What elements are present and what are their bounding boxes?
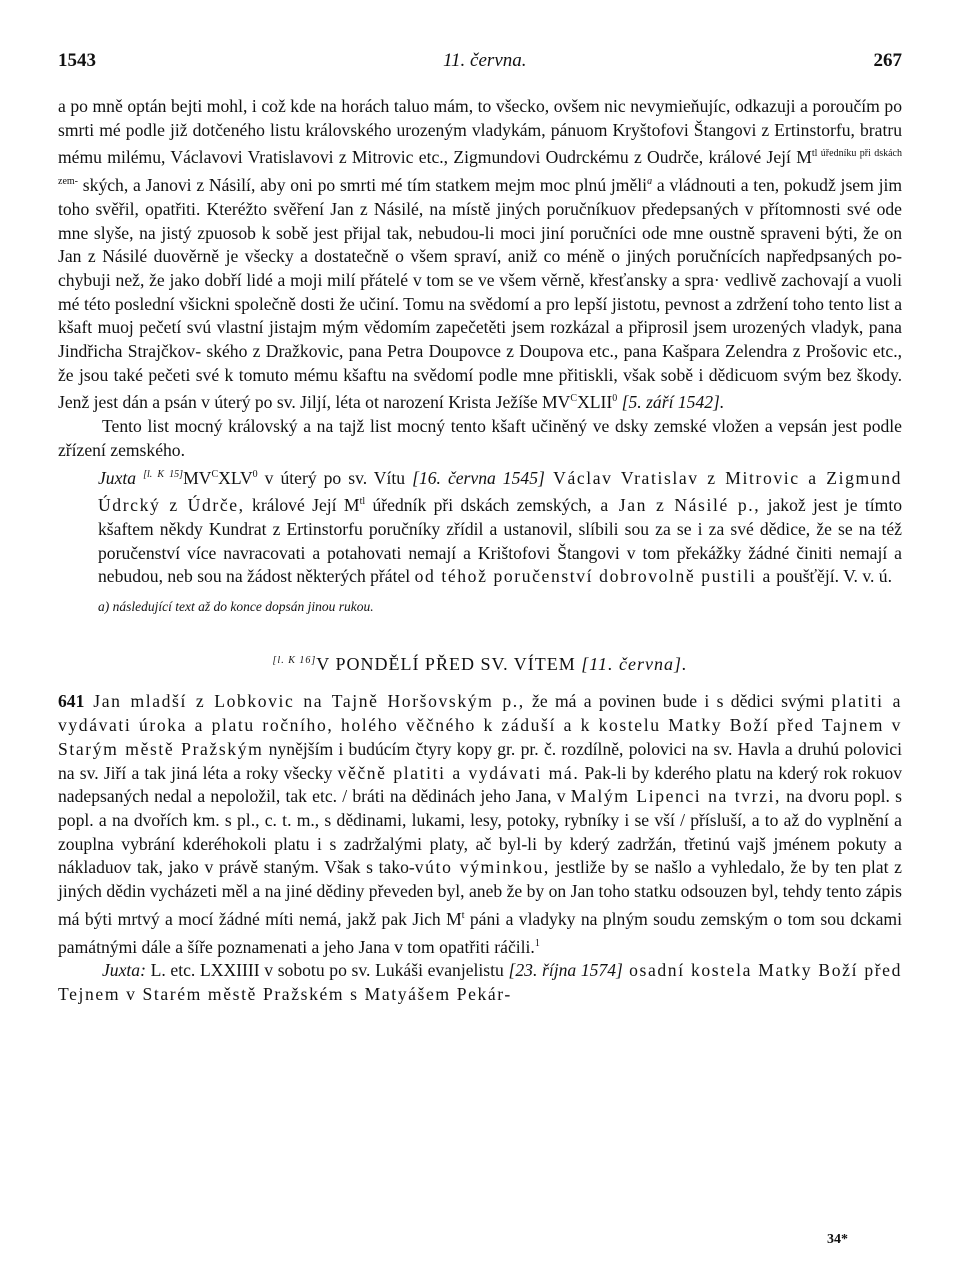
paragraph-3: Juxta $[l. K 15]MV^CXLV^0$ v úterý po sv. Vítu [16. června 1545] Václav Vratislav z Mitrovic a Zigmund Údrcký z Údrče, králové Její $M^{tl}$ úředník při dskách zemských, a Jan z Násilé p., jakož jest je tímto kšaftem někdy Kundrat z Ertinstorfu poručníky zřídil a ustanovil, slíbili sou za se i za své dědice, že se na též poručenství více navracovati a potahovati nemají a Krištofovi Štangovi v tom překážky žádné činiti nemají a nebudou, neb sou na žádost některých přátel od téhož poručenství dobrovolně pustili a poušťějí. V. v. ú. [98,467,903,587]
paragraph-2: Tento list mocný královský a na tajž list mocný tento kšaft učiněný ve dsky zemské vložen a vepsán jest podle zřízení zemského. [58,416,902,460]
header-year: 1543 [58,50,96,71]
header-date: 11. června. [442,50,527,71]
footnote: a) následující text až do konce dopsán jinou rukou. [98,599,374,615]
running-header [58,50,902,74]
paragraph-1: a po mně optán bejti mohl, i což kde na horách taluo mám, to všecko, ovšem nic nevymieňujíc, odkazuji a poroučím po smrti mé podle již dotčeného listu královského urozeným vladykám, pánuom Kryštofovi Štangovi z Ertinstorfu, bratru mému milému, Václavovi Vratislavovi z Mitrovic etc., Zigmundovi Oudrckému z Oudrče, králové Její $M^{tl úředníku při dskách zem-}$ ských, a Janovi z Násilí, aby oni po smrti mé tím statkem mejm moc plnú jměli$^a$ a vládnouti a ten, pokudž jsem jim toho svěřil, opatřiti. Kteréžto svěření Jan z Násilé, na místě jiných poručníkuov předepsaných v přítomnosti své ode mne slyše, na jistý zpuosob k sobě jest přijal tak, nebudou-li moci jiní poručníci ode mne oustně spraveni býti, že on Jan z Násilé duověrně je všecky a dostatečně o všem spraví, aniž co méně o jiných poručnících napředpsaných po- chybuji než, že jako dobří lidé a moji milí přátelé v tom se ve všem věrně, křesťansky a spra· vedlivě zachovají a vuoli mé této poslední všickni společně dosti že učiní. Tomu na svědomí a pro lepší jistotu, pevnost a zdržení toho tento list a kšaft muoj pečetí svú vlastní jistajm mým vědomím zapečetěti jsem rozkázal a připrosil jsem urozených vladyk, pana Jindřicha Strajčkov- ského z Dražkovic, pana Petra Doupovce z Doupova etc., pana Kašpara Zelendra z Prošovic etc., že jsou také pečeti své k tomuto mému kšaftu na svědomí podle mne přitiskli, však sobě i dědicuom svým bez škody. Jenž jest dán a psán v úterý po sv. Jiljí, léta ot narození Krista Ježíše $MV^CXLII^0$ [5. září 1542]. [58,96,903,413]
section-title: [l. K 16]V PONDĚLÍ PŘED SV. VÍTEM [11. června]. [272,653,688,674]
body-text [58,95,902,1007]
page-number: 267 [873,50,902,71]
paragraph-last: Juxta: L. etc. LXXIIII v sobotu po sv. Lukáši evanjelistu [23. října 1574] osadní kostela Matky Boží před Tejnem v Starém městě Pražském s Matyášem Pekár- [58,960,902,1004]
entry-number: 641 [58,691,85,712]
signature-mark: 34* [827,1232,848,1247]
entry-641: 641 Jan mladší z Lobkovic na Tajně Horšovským p., že má a povinen bude i s dědici svými platiti a vydávati úroka a platu ročního, holého věčného k záduší a k kostelu Matky Boží před Tajnem v Starým městě Pražským nynějším i budúcím čtyry kopy gr. pr. č. rozdílně, polovici na sv. Havla a druhú polovici na sv. Jiří a tak jiná léta a roky všecky věčně platiti a vydávati má. Pak-li by kderého platu na kderý rok rokuov nadepsaných nedal a nepoložil, tak etc. / bráti na dědinách jeho Jana, v Malým Lipenci na tvrzi, na dvoru popl. s popl. a na dvořích km. s pl., c. t. m., s dědinami, lukami, lesy, potoky, rybníky i se vší / přísluší, a to až do vyplnění a zouplna vybrání kderéhokoli platu i s zadržalými platy, ač byl-li by kderý zadržán, třetinú vajš jménem pokuty a nákladuov tak, jako v právě staným. Však s tako-vúto výminkou, jestliže by se našlo a vyhledalo, že by ten plat z jiných dědin vycházeti měl a na jiné dědiny převeden byl, aneb že by on Jan toho statku odsouzen byl, tehdy tento zápis má býti mrtvý a mocí žádné míti nemá, jakž pak Jich $M^t$ páni a vladyky na plným soudu zemským o tom sou dckami památnými dále a šíře poznamenati a jeho Jana v tom opatřiti ráčili.$^1$ [58,691,902,957]
